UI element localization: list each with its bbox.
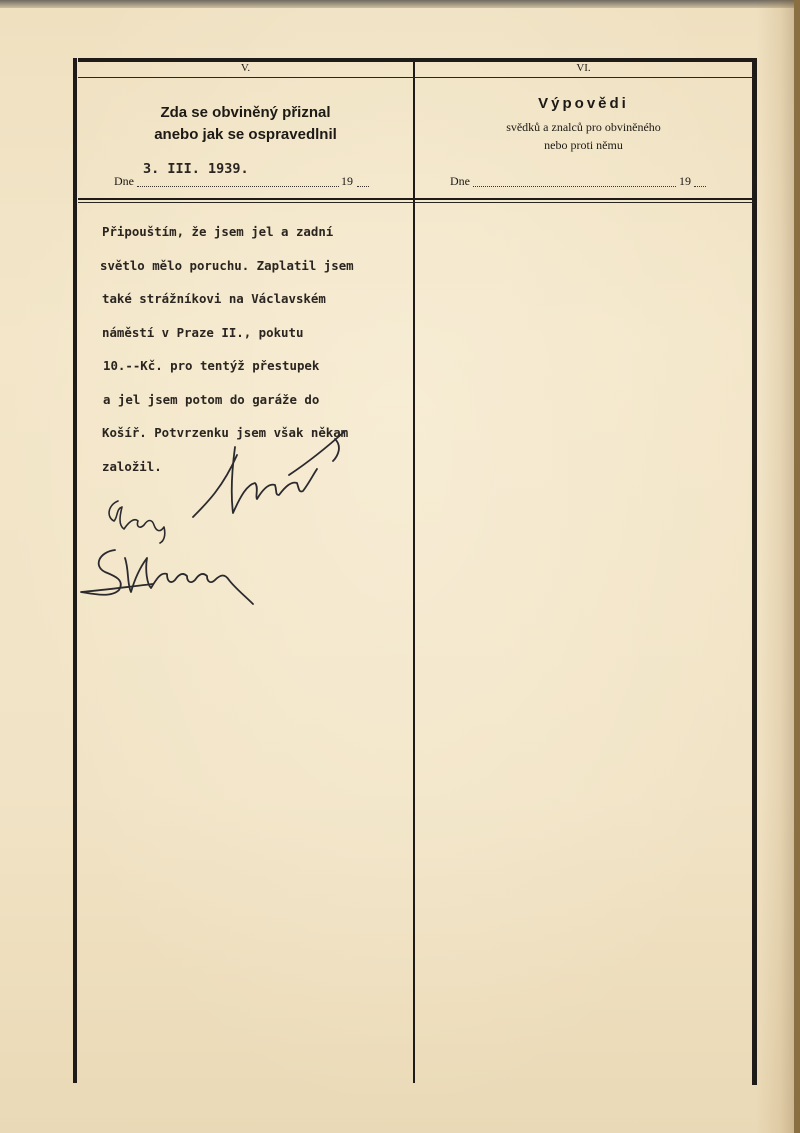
column-number-left: V. — [240, 62, 251, 74]
left-date-label: Dne — [114, 174, 134, 188]
header-bottom-rule — [78, 198, 754, 200]
left-date-dotted-line — [137, 185, 339, 187]
testimony-line: Připouštím, že jsem jel a zadní — [102, 224, 334, 239]
accused-signature — [185, 425, 360, 525]
official-signature — [75, 540, 265, 610]
right-date-dotted-line — [473, 185, 676, 187]
left-year-prefix: 19 — [341, 174, 353, 188]
testimony-line: Košíř. Potvrzenku jsem však někam — [102, 425, 349, 440]
testimony-line: světlo mělo poruchu. Zaplatil jsem — [100, 257, 354, 273]
testimony-line: také strážníkovi na Václavském — [102, 291, 326, 306]
column-number-rule — [78, 77, 754, 78]
column-number-right: VI. — [576, 62, 591, 74]
witness-initials — [100, 495, 180, 545]
left-date-value: 3. III. 1939. — [143, 161, 249, 177]
scan-right-edge — [794, 0, 800, 1133]
testimony-line: a jel jsem potom do garáže do — [103, 391, 320, 407]
left-column-title-line2: anebo jak se ospravedlnil — [154, 126, 337, 143]
header-bottom-rule-thin — [78, 202, 754, 203]
right-column-subtitle-line1: svědků a znalců pro obviněného — [506, 120, 661, 134]
right-year-dotted-line — [694, 185, 706, 187]
right-column-title: Výpovědi — [538, 95, 629, 112]
left-column-title-line1: Zda se obviněný přiznal — [160, 104, 331, 121]
right-date-label: Dne — [450, 174, 470, 188]
right-column-subtitle-line2: nebo proti němu — [544, 138, 623, 152]
testimony-line: založil. — [102, 458, 162, 474]
column-divider — [413, 60, 415, 1083]
testimony-line: 10.--Kč. pro tentýž přestupek — [103, 358, 320, 373]
right-year-prefix: 19 — [679, 174, 691, 188]
scan-top-edge — [0, 0, 800, 8]
left-year-dotted-line — [357, 185, 369, 187]
table-right-border — [752, 58, 757, 1085]
testimony-line: náměstí v Praze II., pokutu — [102, 324, 304, 340]
